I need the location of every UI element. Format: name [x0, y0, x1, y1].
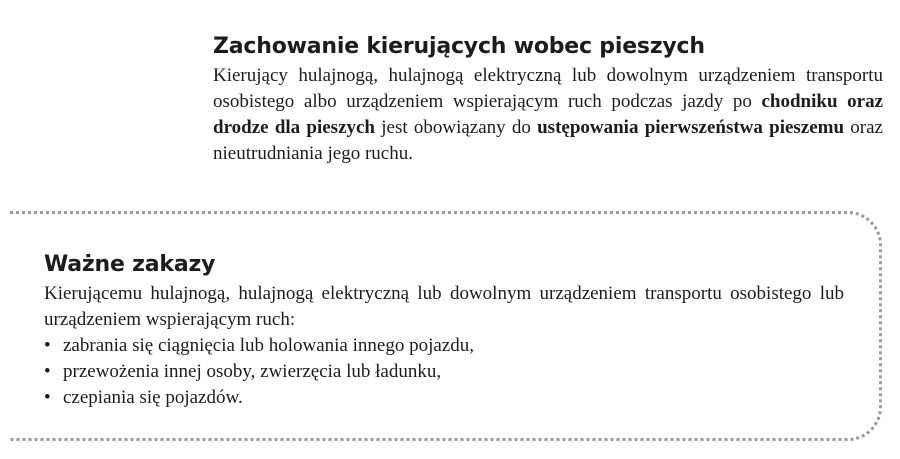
pedestrian-behaviour-section	[213, 32, 883, 167]
section-heading: Ważne zakazy	[44, 252, 216, 277]
paragraph-text: jest obowiązany do	[375, 117, 538, 138]
section-paragraph	[213, 63, 883, 167]
section-intro: Kierującemu hulajnogą, hulajnogą elektryczną lub dowolnym urządzeniem transportu osobistego lub urządzeniem wspierającym ruch:	[44, 283, 844, 330]
prohibitions-section	[44, 250, 844, 411]
paragraph-text: Kierujący hulajnogą, hulajnogą elektryczną lub dowolnym urządzeniem transportu osobistego albo urządzeniem wspierającym ruch podczas jazdy po	[213, 65, 883, 112]
list-item: • czepiania się pojazdów.	[44, 385, 844, 411]
prohibitions-list	[44, 333, 844, 411]
list-item: • zabrania się ciągnięcia lub holowania innego pojazdu,	[44, 333, 844, 359]
paragraph-text: oraz nieutrudniania jego ruchu.	[213, 117, 883, 164]
paragraph-bold-text: chodniku oraz drodze dla pieszych	[213, 91, 883, 138]
list-item: • przewożenia innej osoby, zwierzęcia lub ładunku,	[44, 359, 844, 385]
paragraph-bold-text: ustępowania pierwszeństwa pieszemu	[537, 117, 845, 138]
section-heading: Zachowanie kierujących wobec pieszych	[213, 34, 705, 59]
